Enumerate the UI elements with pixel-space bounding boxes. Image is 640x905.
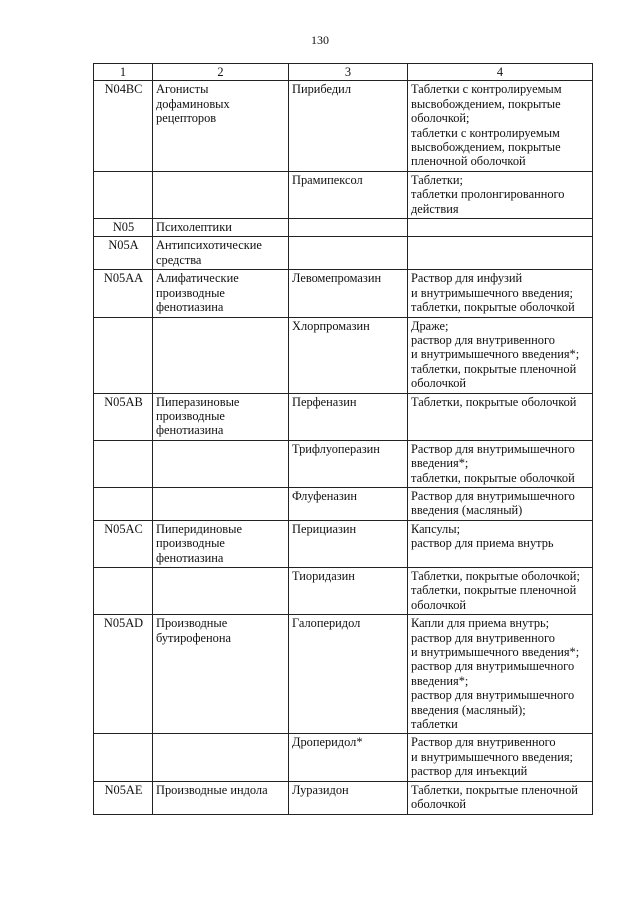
dosage-forms-cell [408, 615, 593, 734]
drug-name-text: Перфеназин [292, 394, 357, 409]
group-name-cell [153, 568, 289, 615]
group-name-cell [153, 487, 289, 520]
table-row [94, 237, 593, 270]
drug-name-cell [289, 393, 408, 440]
group-name-cell [153, 781, 289, 814]
group-name-cell [153, 219, 289, 237]
table-row [94, 568, 593, 615]
dosage-forms-text: Таблетки, покрытые оболочкой; таблетки, покрытые пленочной оболочкой [411, 569, 580, 612]
drug-name-cell [289, 237, 408, 270]
group-name-cell [153, 237, 289, 270]
atc-code-text: N05AB [104, 394, 143, 409]
atc-code-cell [94, 734, 153, 781]
atc-code-text: N05A [108, 238, 139, 253]
dosage-forms-text: Капли для приема внутрь; раствор для внутривенного и внутримышечного введения*; раствор для внутримышечного введения*; раствор для внутримышечного введения (масляный); таблетки [411, 616, 580, 732]
table-row [94, 219, 593, 237]
drug-name-text: Пирибедил [292, 82, 352, 97]
header-cell-drug: 3 [289, 64, 408, 81]
drug-name-text: Галоперидол [292, 616, 361, 631]
drug-name-cell [289, 520, 408, 567]
group-name-cell [153, 734, 289, 781]
table-row [94, 781, 593, 814]
atc-code-cell [94, 270, 153, 317]
dosage-forms-text: Таблетки, покрытые оболочкой [411, 394, 577, 409]
group-name-text: Алифатические производные фенотиазина [156, 271, 239, 315]
atc-code-text: N05AD [103, 616, 144, 631]
drug-name-cell [289, 440, 408, 487]
table-row [94, 171, 593, 218]
drug-name-text: Прамипексол [292, 172, 363, 187]
header-cell-group: 2 [153, 64, 289, 81]
header-cell-code: 1 [94, 64, 153, 81]
dosage-forms-text: Раствор для внутримышечного введения*; таблетки, покрытые оболочкой [411, 441, 575, 485]
table-row [94, 317, 593, 393]
atc-code-cell [94, 237, 153, 270]
atc-code-cell [94, 171, 153, 218]
dosage-forms-cell [408, 81, 593, 171]
group-name-text: Агонисты дофаминовых рецепторов [156, 82, 230, 126]
table-row [94, 81, 593, 171]
atc-code-cell [94, 781, 153, 814]
dosage-forms-cell [408, 568, 593, 615]
drug-classification-table [93, 63, 593, 815]
atc-code-cell [94, 219, 153, 237]
dosage-forms-cell [408, 781, 593, 814]
atc-code-cell [94, 440, 153, 487]
drug-name-cell [289, 219, 408, 237]
dosage-forms-text: Таблетки, покрытые пленочной оболочкой [411, 782, 578, 812]
header-row [94, 64, 593, 81]
dosage-forms-text: Раствор для внутривенного и внутримышечного введения; раствор для инъекций [411, 735, 573, 779]
drug-name-cell [289, 734, 408, 781]
dosage-forms-cell [408, 487, 593, 520]
group-name-text: Психолептики [156, 220, 232, 235]
header-cell-forms: 4 [408, 64, 593, 81]
drug-name-text: Трифлуоперазин [292, 441, 380, 456]
dosage-forms-cell [408, 171, 593, 218]
atc-code-text: N04BC [104, 82, 143, 97]
group-name-cell [153, 615, 289, 734]
group-name-cell [153, 440, 289, 487]
drug-name-text: Дроперидол* [292, 735, 363, 750]
dosage-forms-cell [408, 317, 593, 393]
drug-name-text: Луразидон [292, 782, 349, 797]
drug-name-cell [289, 615, 408, 734]
atc-code-text: N05AC [104, 521, 143, 536]
dosage-forms-text: Раствор для инфузий и внутримышечного введения; таблетки, покрытые оболочкой [411, 271, 575, 315]
atc-code-cell [94, 317, 153, 393]
atc-code-cell [94, 520, 153, 567]
drug-name-cell [289, 487, 408, 520]
drug-name-text: Перициазин [292, 521, 357, 536]
drug-name-text: Флуфеназин [292, 488, 358, 503]
table-row [94, 520, 593, 567]
table-body [94, 81, 593, 814]
dosage-forms-text: Таблетки с контролируемым высвобождением, покрытые оболочкой; таблетки с контролируемым высвобождением, покрытые пленочной оболочкой [411, 82, 562, 169]
drug-name-cell [289, 270, 408, 317]
atc-code-cell [94, 568, 153, 615]
group-name-text: Пиперидиновые производные фенотиазина [156, 521, 242, 565]
drug-name-cell [289, 568, 408, 615]
dosage-forms-cell [408, 734, 593, 781]
table-row [94, 393, 593, 440]
dosage-forms-text: Драже; раствор для внутривенного и внутримышечного введения*; таблетки, покрытые пленочной оболочкой [411, 318, 580, 391]
group-name-cell [153, 317, 289, 393]
group-name-text: Пиперазиновые производные фенотиазина [156, 394, 240, 438]
atc-code-cell [94, 487, 153, 520]
table-row [94, 487, 593, 520]
drug-name-cell [289, 317, 408, 393]
atc-code-text: N05AE [104, 782, 143, 797]
dosage-forms-cell [408, 219, 593, 237]
table-row [94, 270, 593, 317]
dosage-forms-cell [408, 270, 593, 317]
dosage-forms-text: Капсулы; раствор для приема внутрь [411, 521, 554, 551]
group-name-cell [153, 270, 289, 317]
group-name-text: Производные индола [156, 782, 268, 797]
dosage-forms-cell [408, 440, 593, 487]
dosage-forms-cell [408, 520, 593, 567]
drug-name-cell [289, 171, 408, 218]
dosage-forms-cell [408, 237, 593, 270]
drug-name-cell [289, 781, 408, 814]
group-name-text: Производные бутирофенона [156, 616, 231, 645]
table-row [94, 615, 593, 734]
drug-name-text: Тиоридазин [292, 569, 355, 583]
dosage-forms-text: Раствор для внутримышечного введения (масляный) [411, 488, 575, 518]
drug-name-cell [289, 81, 408, 171]
atc-code-text: N05 [112, 220, 135, 235]
table-row [94, 734, 593, 781]
table-row [94, 440, 593, 487]
atc-code-text: N05AA [103, 271, 144, 286]
atc-code-cell [94, 81, 153, 171]
drug-name-text: Левомепромазин [292, 271, 382, 286]
group-name-cell [153, 171, 289, 218]
page-number: 130 [311, 33, 329, 47]
drug-name-text: Хлорпромазин [292, 318, 370, 333]
dosage-forms-cell [408, 393, 593, 440]
group-name-cell [153, 393, 289, 440]
group-name-text: Антипсихотические средства [156, 238, 262, 267]
dosage-forms-text: Таблетки; таблетки пролонгированного действия [411, 172, 565, 216]
atc-code-cell [94, 393, 153, 440]
atc-code-cell [94, 615, 153, 734]
group-name-cell [153, 81, 289, 171]
group-name-cell [153, 520, 289, 567]
